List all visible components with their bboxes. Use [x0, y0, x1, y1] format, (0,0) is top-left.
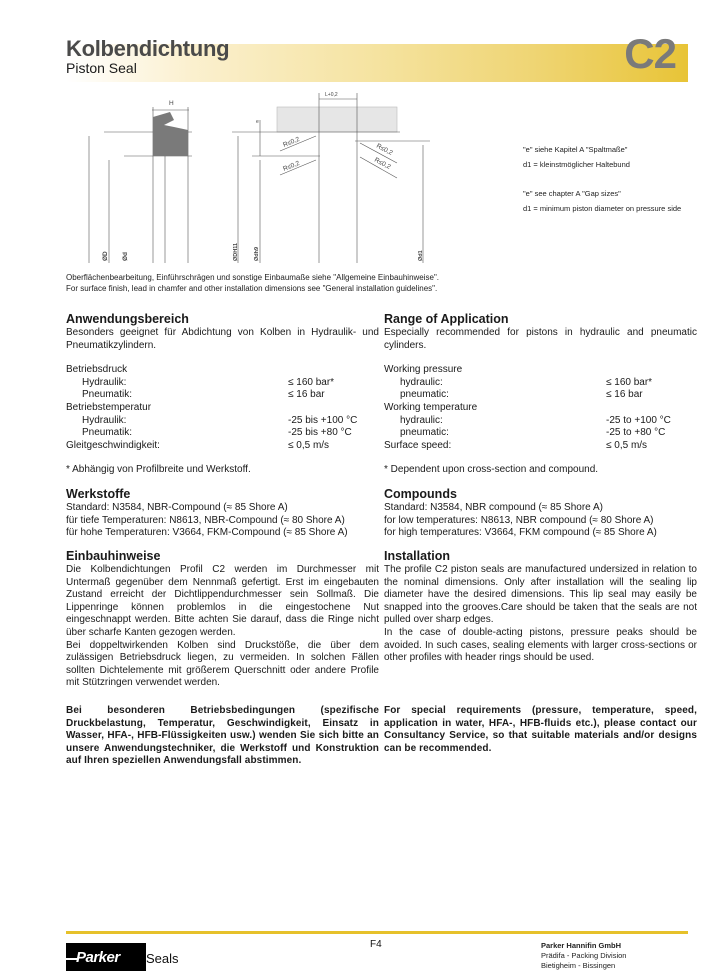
- spec-label: hydraulic:: [400, 414, 443, 426]
- application-section-en: [384, 312, 697, 477]
- spec-value: ≤ 160 bar*: [288, 376, 335, 388]
- spec-label: Betriebstemperatur: [66, 401, 152, 413]
- spec-label: Hydraulik:: [82, 376, 127, 388]
- logo-text: Parker: [76, 949, 120, 966]
- dim-d-outer-label: ØD: [102, 251, 109, 261]
- dim-e-label: e: [256, 119, 259, 125]
- spec-label: hydraulic:: [400, 376, 443, 388]
- spec-table: [66, 364, 379, 452]
- compound-line: Standard: N3584, NBR compound (≈ 85 Shore A): [384, 502, 603, 513]
- compound-line: für hohe Temperaturen: V3664, FKM-Compound (≈ 85 Shore A): [66, 527, 348, 539]
- dim-d-inner-label: Ød: [122, 251, 129, 261]
- spec-label: Gleitgeschwindigkeit:: [66, 439, 160, 451]
- installation-section-en: [384, 549, 697, 665]
- spec-label: Pneumatik:: [82, 389, 133, 401]
- radius-label: R≤0,2: [282, 135, 301, 149]
- company-info: [541, 941, 626, 971]
- spec-label: Working temperature: [384, 401, 478, 413]
- section-heading: Werkstoffe: [66, 487, 131, 501]
- spec-value: ≤ 16 bar: [606, 389, 643, 401]
- application-text: Especially recommended for pistons in hydraulic and pneumatic cylinders.: [384, 327, 697, 351]
- spec-value: -25 to +100 °C: [606, 414, 671, 426]
- application-text: Besonders geeignet für Abdichtung von Kolben in Hydraulik- und Pneumatikzylindern.: [66, 327, 379, 351]
- spec-label: Working pressure: [384, 364, 463, 376]
- special-requirements-en: [384, 705, 697, 755]
- dim-dh11-label: ØDH11: [233, 242, 239, 261]
- figure-caption: [66, 272, 439, 294]
- spec-table: [384, 364, 697, 452]
- footer-divider: [66, 931, 688, 934]
- compounds-section-de: [66, 487, 379, 540]
- note-gap-de: "e" siehe Kapitel A "Spaltmaße": [523, 145, 628, 154]
- compound-line: for high temperatures: V3664, FKM compound (≈ 85 Shore A): [384, 527, 657, 539]
- note-d1-en: d1 = minimum piston diameter on pressure side: [523, 204, 682, 213]
- spec-value: ≤ 16 bar: [288, 389, 325, 401]
- logo-suffix: Seals: [146, 951, 179, 966]
- figure-caption-de: Oberflächenbearbeitung, Einführschrägen und sonstige Einbaumaße siehe "Allgemeine Einbauhinweise".: [66, 273, 440, 282]
- dim-l-label: L+0,2: [325, 92, 338, 98]
- dim-h-label: H: [169, 100, 174, 107]
- drawing-notes: [523, 144, 693, 218]
- company-division: Prädifa - Packing Division: [541, 951, 627, 960]
- section-heading: Range of Application: [384, 312, 509, 326]
- spec-value: -25 to +80 °C: [606, 427, 666, 439]
- company-location: Bietigheim - Bissingen: [541, 961, 616, 970]
- compound-line: Standard: N3584, NBR-Compound (≈ 85 Shore A): [66, 502, 288, 513]
- compounds-section-en: [384, 487, 697, 540]
- spec-value: -25 bis +80 °C: [288, 427, 352, 439]
- parker-logo: [66, 943, 146, 971]
- installation-paragraph: In the case of double-acting pistons, pressure peaks should be avoided. In such cases, sealing elements with larger cross-sections or other profiles with header rings should be used.: [384, 626, 697, 664]
- special-requirements-de: [66, 705, 379, 768]
- radius-label: R≤0,2: [282, 159, 301, 173]
- section-heading: Compounds: [384, 487, 457, 501]
- spec-label: pneumatic:: [400, 427, 449, 439]
- company-name: Parker Hannifin GmbH: [541, 941, 622, 950]
- spec-value: ≤ 0,5 m/s: [288, 439, 330, 451]
- dim-d1-label: Ød1: [418, 250, 424, 261]
- spec-value: ≤ 0,5 m/s: [606, 439, 648, 451]
- section-heading: Installation: [384, 549, 450, 563]
- special-requirements-text: Bei besonderen Betriebsbedingungen (spezifische Druckbelastung, Temperatur, Geschwindigkeit, Einsatz in Wasser, HFA-, HFB-Flüssigkeiten usw.) wenden Sie sich bitte an unsere Anwendungstechniker, die Werkstoff und Konstruktion auf Ihren speziellen Anwendungsfall abstimmen.: [66, 705, 379, 767]
- installation-paragraph: Bei doppeltwirkenden Kolben sind Druckstöße, die über dem zulässigen Betriebsdruck liegen, zu vermeiden. In solchen Fällen sollten Dichtelemente mit größerem Querschnitt oder andere Profile mit Stützringen verwendet werden.: [66, 639, 379, 689]
- spec-label: Surface speed:: [384, 439, 452, 451]
- radius-label: R≤0,2: [375, 142, 394, 157]
- compound-line: for low temperatures: N8613, NBR compound (≈ 80 Shore A): [384, 514, 654, 526]
- footnote: * Dependent upon cross-section and compound.: [384, 464, 599, 476]
- technical-drawing: [60, 85, 460, 265]
- section-code: C2: [624, 30, 676, 77]
- installation-paragraph: The profile C2 piston seals are manufactured undersized in relation to the nominal dimensions. Only after installation will the sealing lip diameter have the desired dimensions. This lip seal may easily be snapped into the grooves.Care should be taken that the seals are not pulled over sharp edges.: [384, 564, 697, 626]
- special-requirements-text: For special requirements (pressure, temperature, speed, application in water, HFA-, HFB-fluids etc.), please contact our Consultancy Service, so that suitable materials and/or designs can be recommended.: [384, 705, 697, 754]
- installation-section-de: [66, 549, 379, 690]
- compound-line: für tiefe Temperaturen: N8613, NBR-Compound (≈ 80 Shore A): [66, 514, 345, 526]
- page-subtitle: Piston Seal: [66, 60, 137, 76]
- section-heading: Anwendungsbereich: [66, 312, 189, 326]
- note-d1-de: d1 = kleinstmöglicher Haltebund: [523, 160, 630, 169]
- spec-label: Betriebsdruck: [66, 364, 128, 376]
- spec-value: -25 bis +100 °C: [288, 414, 358, 426]
- dim-dh9-label: Ødh9: [254, 246, 260, 261]
- spec-label: pneumatic:: [400, 389, 449, 401]
- application-section-de: [66, 312, 379, 477]
- note-gap-en: "e" see chapter A "Gap sizes": [523, 189, 621, 198]
- spec-label: Pneumatik:: [82, 427, 133, 439]
- page-title: Kolbendichtung: [66, 36, 230, 61]
- page-number: F4: [370, 939, 382, 950]
- figure-caption-en: For surface finish, lead in chamfer and other installation dimensions see "General installation guidelines".: [66, 284, 438, 293]
- spec-value: ≤ 160 bar*: [606, 376, 653, 388]
- footnote: * Abhängig von Profilbreite und Werkstoff.: [66, 464, 251, 476]
- spec-label: Hydraulik:: [82, 414, 127, 426]
- installation-paragraph: Die Kolbendichtungen Profil C2 werden im Durchmesser mit Untermaß gegenüber dem Nennmaß gefertigt. Erst im eingebauten Zustand erreicht der Dichtlippendurchmesser sein Sollmaß. Die Lippenringe können problemlos in die eingestochene Nut eingeschnappt werden. Bitte achten Sie darauf, dass die Ringe nicht über scharfe Kanten gezogen werden.: [66, 564, 379, 638]
- radius-label: R≤0,2: [373, 156, 392, 171]
- section-heading: Einbauhinweise: [66, 549, 161, 563]
